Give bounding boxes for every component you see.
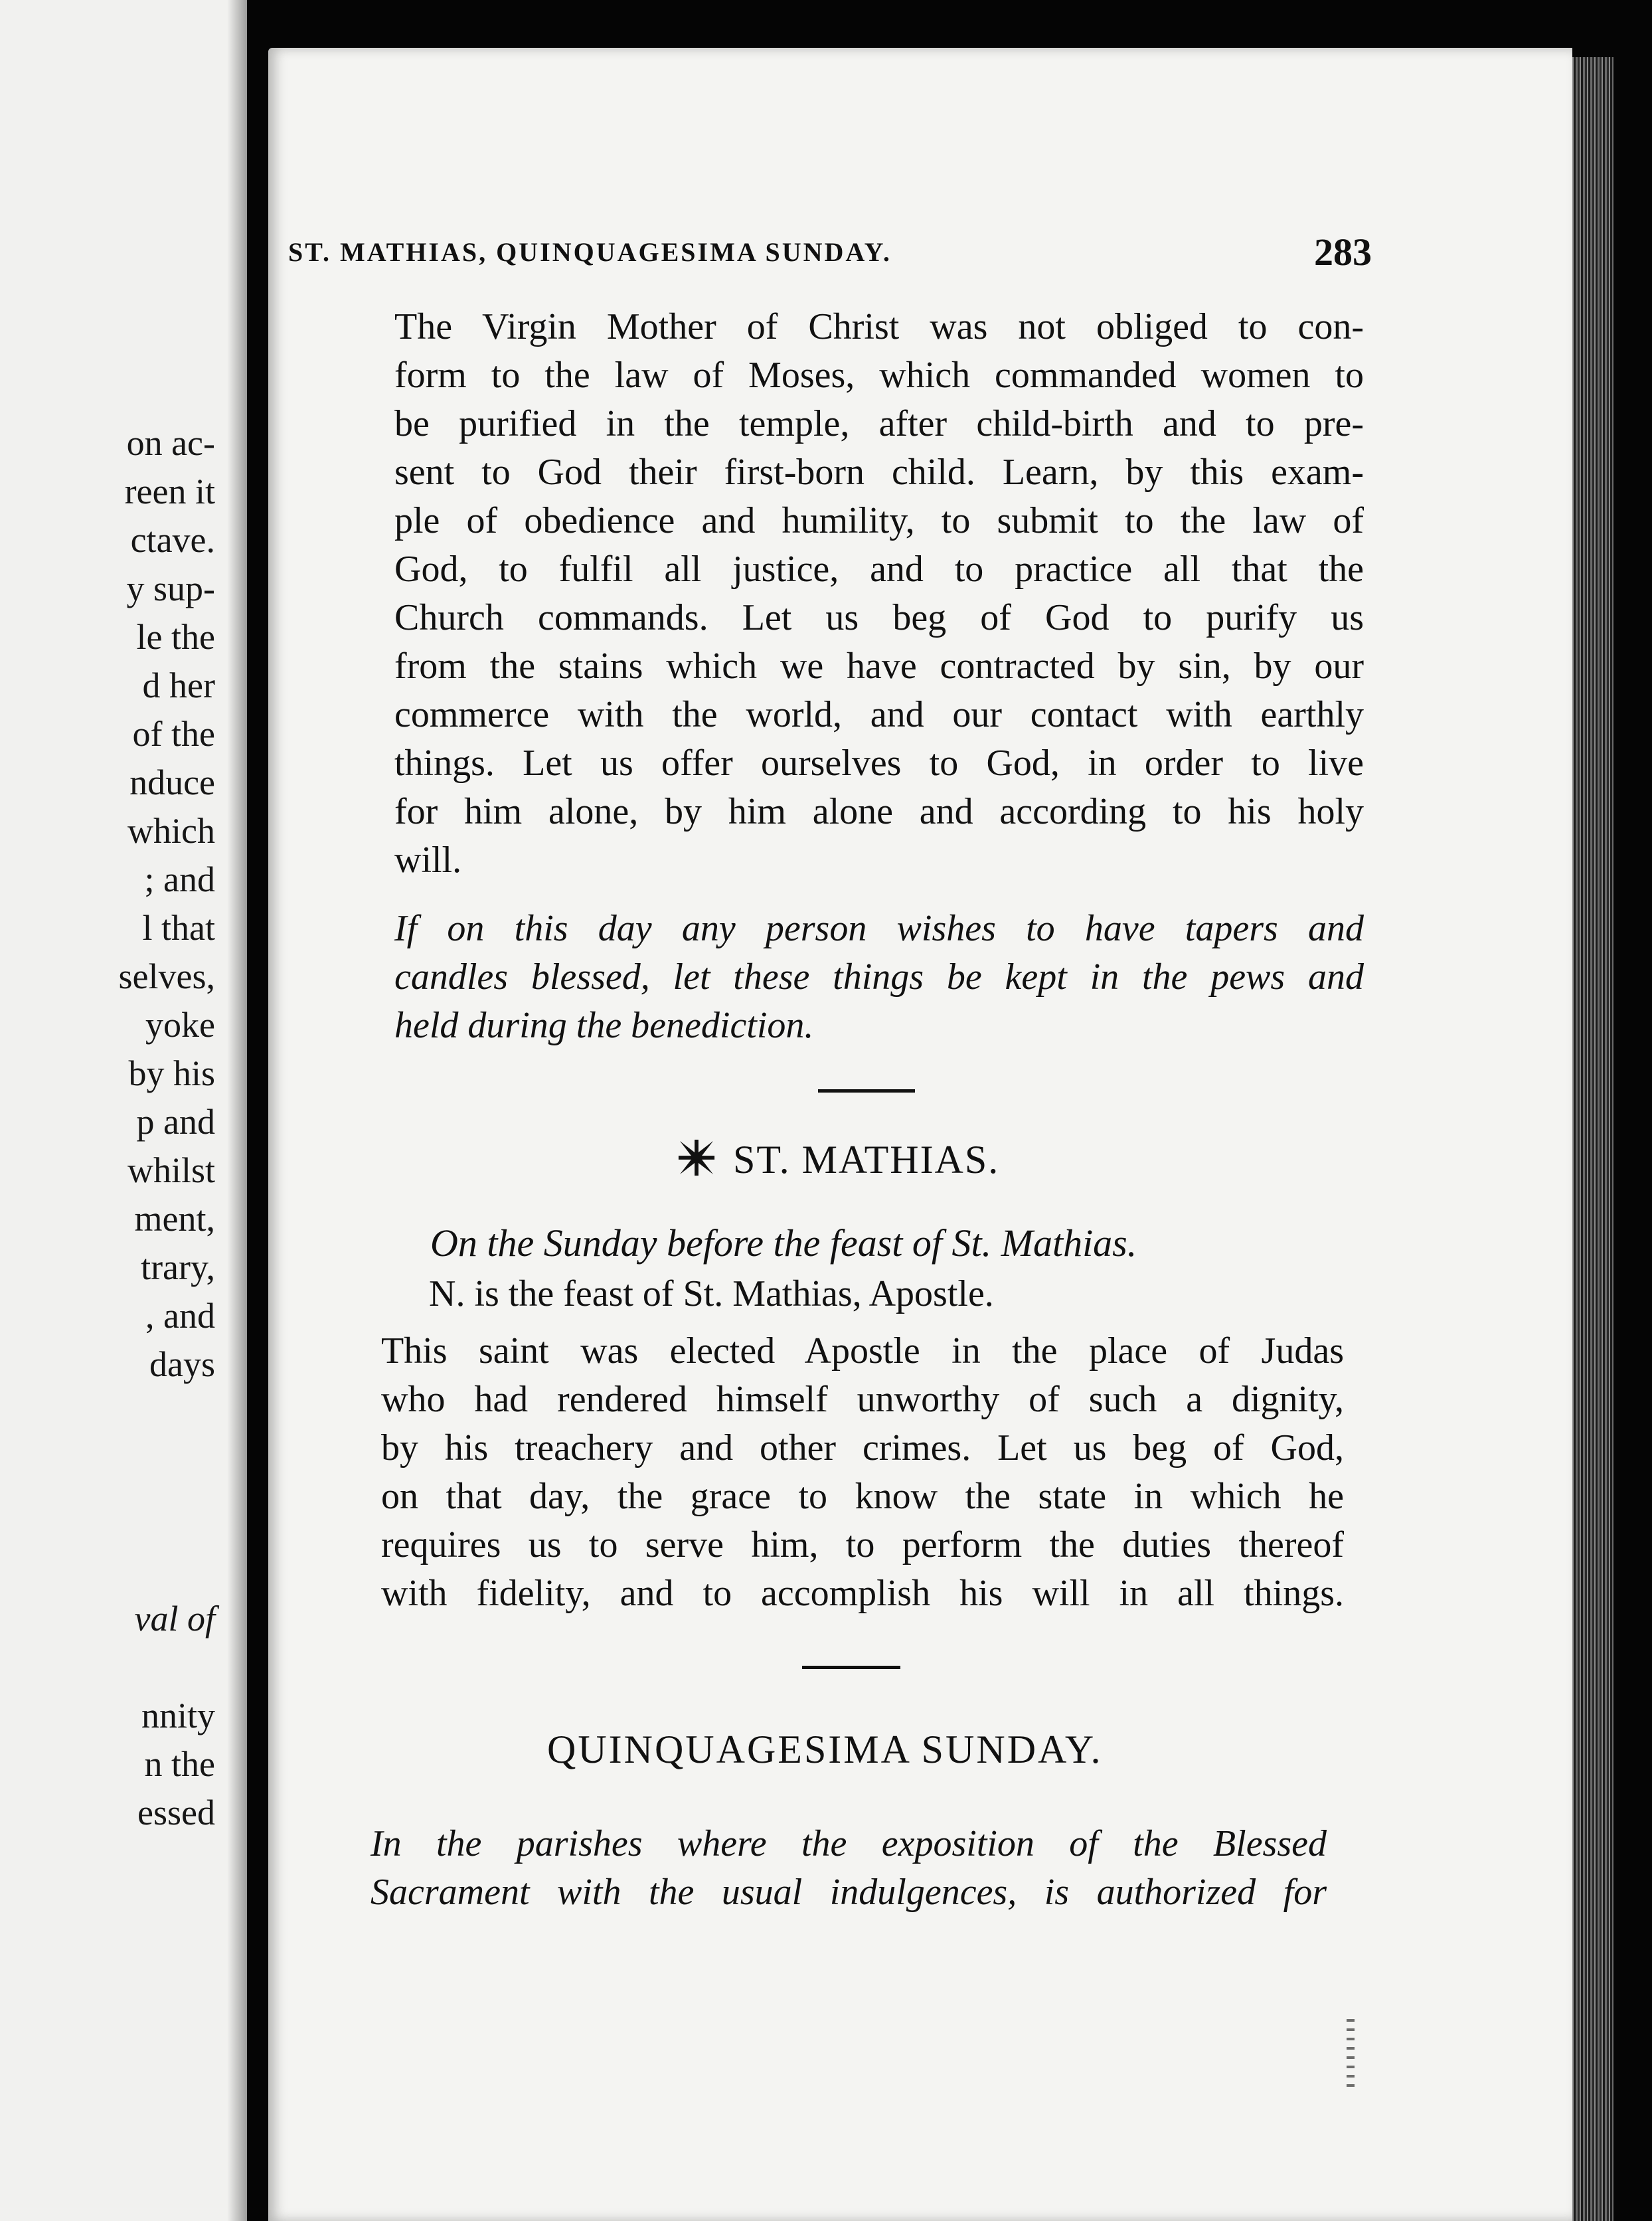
mathias-subheading: On the Sunday before the feast of St. Mathias. (430, 1221, 1137, 1265)
left-page-line: ment, (134, 1199, 215, 1239)
left-page-line: yoke (145, 1005, 215, 1045)
left-page-line: selves, (118, 956, 215, 996)
text-line: Church commands. Let us beg of God to purify us (394, 597, 1364, 638)
mathias-heading (677, 1137, 999, 1183)
left-page-line: le the (136, 617, 215, 657)
text-line: for him alone, by him alone and according to his holy (394, 791, 1364, 832)
text-line: who had rendered himself unworthy of such a dignity, (381, 1379, 1344, 1420)
text-line: will. (394, 840, 462, 881)
text-line: sent to God their first-born child. Learn, by this exam- (394, 452, 1364, 493)
mathias-heading-text: ST. MATHIAS. (733, 1138, 1000, 1182)
text-line: In the parishes where the exposition of the Blessed (371, 1823, 1327, 1864)
text-line: requires us to serve him, to perform the duties thereof (381, 1524, 1344, 1565)
left-page-line: ctave. (130, 520, 215, 560)
mathias-announcement: N. is the feast of St. Mathias, Apostle. (429, 1273, 994, 1314)
text-line: If on this day any person wishes to have tapers and (394, 908, 1364, 949)
paragraph-mathias (381, 1327, 1344, 1618)
left-page-line: days (149, 1344, 215, 1384)
text-line: by his treachery and other crimes. Let us beg of God, (381, 1427, 1344, 1468)
text-line: with fidelity, and to accomplish his will in all things. (381, 1573, 1344, 1614)
left-page-line: d her (142, 666, 215, 705)
left-page-line: reen it (124, 472, 215, 511)
section-divider (818, 1089, 915, 1093)
text-line: God, to fulfil all justice, and to practice all that the (394, 549, 1364, 590)
text-line: candles blessed, let these things be kept in the pews and (394, 956, 1364, 998)
gutter-shadow (227, 0, 247, 2221)
section-divider (802, 1666, 900, 1669)
left-page-line: trary, (141, 1247, 215, 1287)
left-page-line: ; and (144, 859, 215, 899)
left-page-line: p and (136, 1102, 215, 1142)
left-page-line: nnity (141, 1696, 215, 1735)
page-number: 283 (1314, 230, 1372, 274)
quinquagesima-heading: QUINQUAGESIMA SUNDAY. (547, 1728, 1103, 1771)
text-line: The Virgin Mother of Christ was not obliged to con- (394, 306, 1364, 347)
text-line: ple of obedience and humility, to submit to the law of (394, 500, 1364, 541)
left-page-line: n the (144, 1744, 215, 1784)
text-line: commerce with the world, and our contact with earthly (394, 694, 1364, 735)
left-page-line: nduce (129, 762, 215, 802)
text-line: This saint was elected Apostle in the place of Judas (381, 1330, 1344, 1372)
paragraph-tapers (394, 905, 1364, 1050)
left-page-line: l that (142, 908, 215, 948)
left-page-line: y sup- (126, 569, 215, 608)
left-page-line: by his (128, 1053, 215, 1093)
left-facing-page (0, 0, 247, 2221)
text-line: Sacrament with the usual indulgences, is authorized for (371, 1872, 1327, 1913)
left-page-line: whilst (127, 1150, 215, 1190)
left-page-line: essed (137, 1793, 215, 1832)
left-page-line: on ac- (126, 423, 215, 463)
left-page-line: which (127, 811, 215, 851)
left-page-line: of the (132, 714, 215, 754)
paragraph-purification (394, 303, 1364, 885)
left-page-line: val of (134, 1599, 215, 1639)
text-line: be purified in the temple, after child-birth and to pre- (394, 403, 1364, 444)
text-line: from the stains which we have contracted by sin, by our (394, 646, 1364, 687)
text-line: things. Let us offer ourselves to God, in order to live (394, 743, 1364, 784)
paragraph-quinquagesima (371, 1820, 1327, 1917)
text-line: on that day, the grace to know the state in which he (381, 1476, 1344, 1517)
running-head (288, 230, 1372, 276)
text-line: form to the law of Moses, which commanded women to (394, 355, 1364, 396)
left-page-line: , and (145, 1296, 215, 1336)
scan-specks (1347, 2019, 1355, 2092)
maltese-cross-icon (677, 1138, 716, 1177)
running-title: ST. MATHIAS, QUINQUAGESIMA SUNDAY. (288, 237, 892, 267)
text-line: held during the benediction. (394, 1005, 814, 1046)
